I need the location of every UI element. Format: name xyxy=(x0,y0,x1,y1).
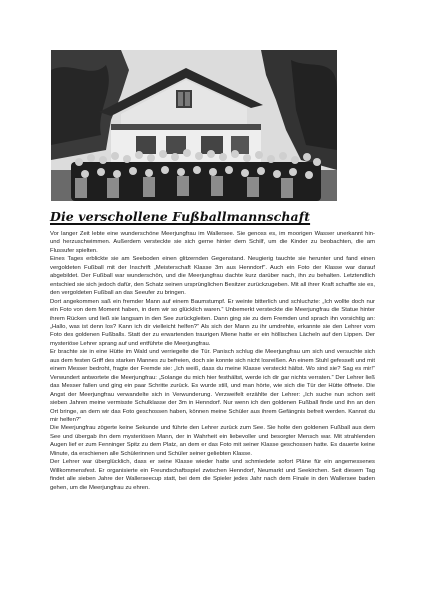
paragraph: Dort angekommen saß ein fremder Mann auf einem Baumstumpf. Er weinte bitterlich und schluchzte: „Ich wollte doch nur ein Foto von dem Moment haben, in dem wir so glücklich waren.“ Unbemerkt versteckte die Meerjungfrau die Statue hinter ihrem Rücken und ließ sie langsam in den See zurückgleiten. Dann ging sie zu dem Fremden und sprach ihn vorsichtig an: „Hallo, was ist denn los? Kann ich dir vielleicht helfen?“ Als sich der Mann zu ihr umdrehte, erkannte sie den Lehrer vom Foto des goldenen Fußballs. Statt der zu erwartenden traurigen Miene hatte er ein höllisches Lächeln auf den Lippen. Der mysteriöse Lehrer sprang auf und entführte die Meerjungfrau. xyxy=(50,298,375,347)
paragraph: Er brachte sie in eine Hütte im Wald und verriegelte die Tür. Panisch schlug die Meerjungfrau um sich und versuchte sich aus dem festen Griff des starken Mannes zu befreien, doch sie konnte sich nicht losreißen. An einem Stuhl gefesselt und mit einem Messer bedroht, fragte der Fremde sie: „Ich weiß, dass du meine Klasse versteckt hältst. Wo sind sie? Sag es mir!“ Verwundert antwortete die Meerjungfrau: „Solange du mich hier festhältst, werde ich dir gar nichts verraten.“ Der Lehrer ließ das Messer fallen und ging ein paar Schritte zurück. Es wurde still, und man hörte, wie sich die Tür der Hütte öffnete. Die Angst der Meerjungfrau verwandelte sich in Verwunderung. Verzweifelt erzählte der Lehrer: „Ich suche nun schon seit sieben Jahren meine vermisste Schulklasse der 3m in Henndorf. Nur wenn ich den goldenen Fußball finde und ihn an den Ort bringe, an dem wir das Foto geschossen haben, können meine Schüler aus ihrem Gefängnis befreit werden. Kannst du mir helfen?“ xyxy=(50,349,375,423)
class-group-photo xyxy=(51,50,337,201)
article-title: Die verschollene Fußballmannschaft xyxy=(50,209,311,224)
paragraph: Die Meerjungfrau zögerte keine Sekunde und führte den Lehrer zurück zum See. Sie holte den goldenen Fußball aus dem See und übergab ihn dem mysteriösen Mann, der in Wahrheit ein liebevoller und besorgter Mensch war. Mit strahlenden Augen lief er zum Fenninger Spitz zu dem Platz, an dem er das Foto mit seiner Klasse geschossen hatte. Es dauerte keine Minute, da erschienen alle Schülerinnen und Schüler seiner geliebten Klasse. xyxy=(50,425,375,457)
article-body xyxy=(50,230,375,492)
class-group-photo-image xyxy=(51,50,337,201)
paragraph: Der Lehrer war überglücklich, dass er seine Klasse wieder hatte und schmiedete sofort Pläne für ein angemessenes Willkommensfest. Er organisierte ein Freundschaftsspiel zwischen Henndorf, Neumarkt und Seekirchen. Seit diesem Tag findet alle sieben Jahre der Wallerseecup statt, bei dem die Spieler jedes Jahr nach dem Finale in den Wallersee baden gehen, um die Meerjungfrau zu ehren. xyxy=(50,459,375,491)
paragraph: Eines Tages erblickte sie am Seeboden einen glitzernden Gegenstand. Neugierig tauchte sie herunter und fand einen vergoldeten Fußball mit der Inschrift „Meisterschaft Klasse 3m aus Henndorf“. Auch ein Foto der Klasse war darauf abgebildet. Der Fußball war wunderschön, und die Meerjungfrau dachte kurz darüber nach, ihn zu behalten. Letztendlich entschied sie sich jedoch dafür, den Schatz seinen ursprünglichen Besitzer zurückzugeben. Mit all ihrer Kraft schaffte sie es, den vergoldeten Fußball an das Seeufer zu bringen. xyxy=(50,256,375,297)
paragraph: Vor langer Zeit lebte eine wunderschöne Meerjungfrau im Wallersee. Sie genoss es, im moorigen Wasser unerkannt hin- und herzuschwimmen. Außerdem versteckte sie sich gerne hinter dem Schilf, um die Kinder zu beobachten, die am Flussufer spielten. xyxy=(50,231,375,254)
